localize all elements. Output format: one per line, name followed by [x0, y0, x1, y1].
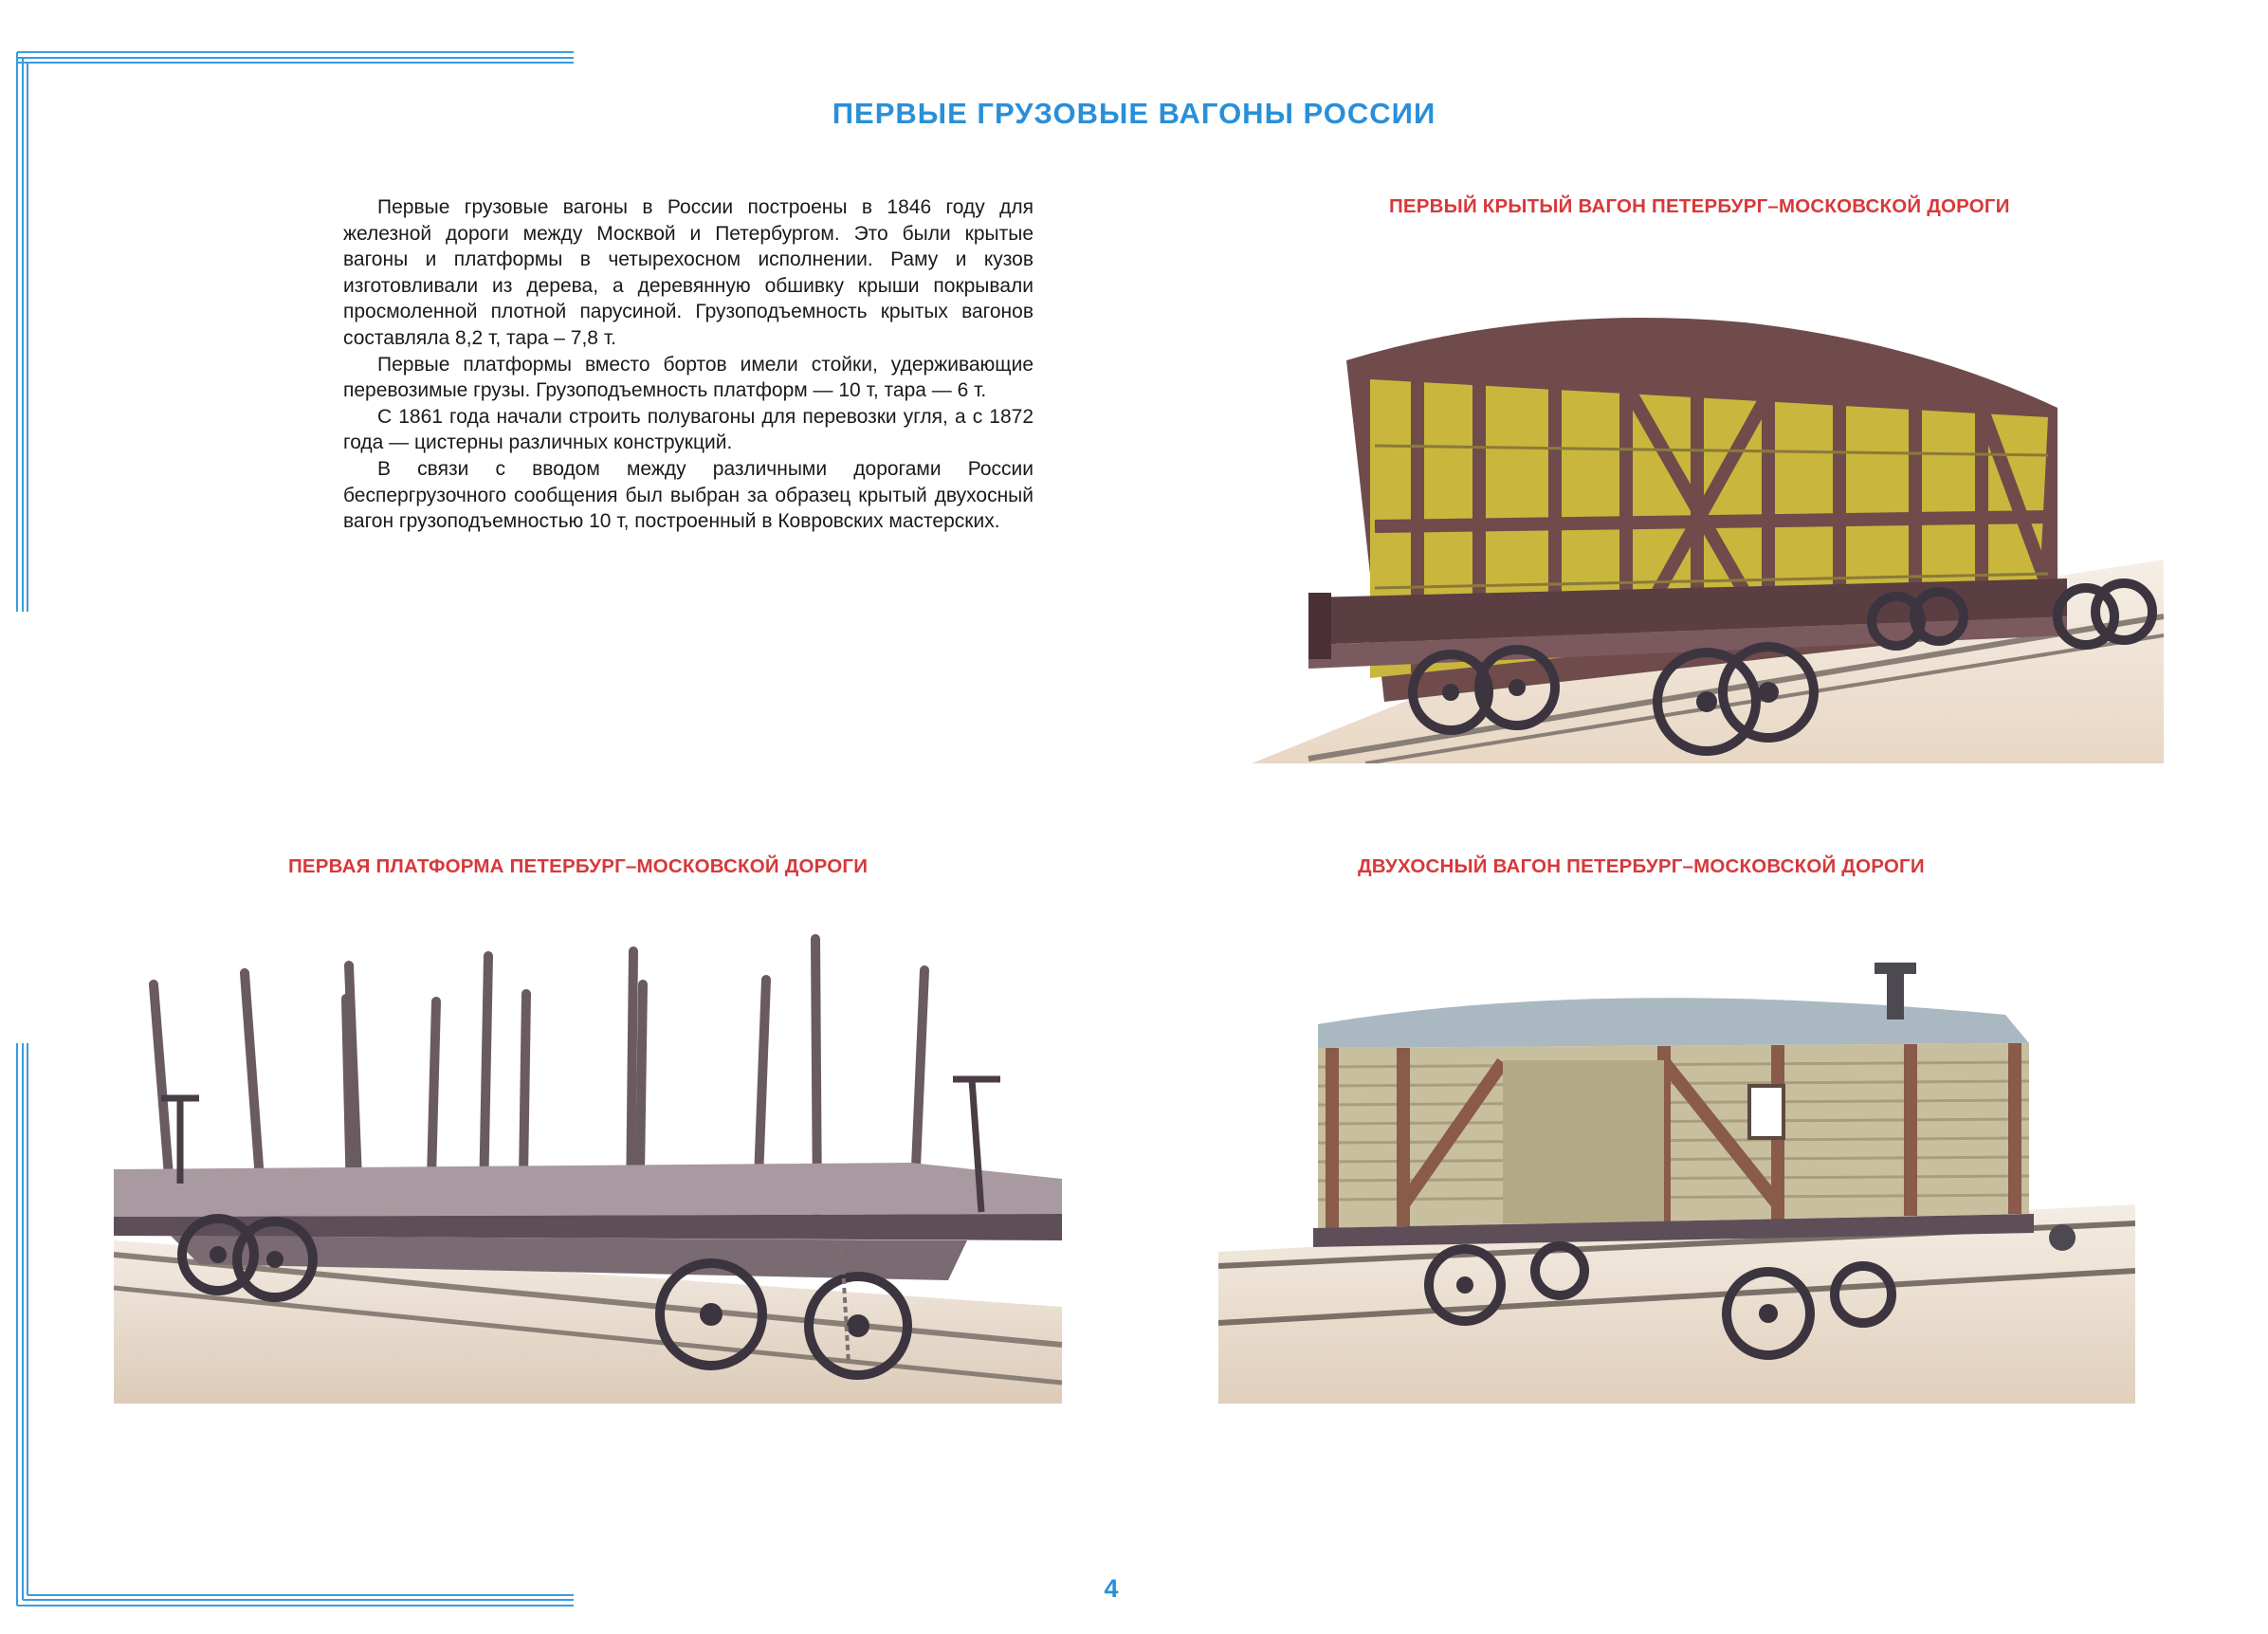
caption-platform: ПЕРВАЯ ПЛАТФОРМА ПЕТЕРБУРГ–МОСКОВСКОЙ ДОРОГИ: [288, 855, 869, 877]
paragraph: С 1861 года начали строить полувагоны для перевозки угля, а с 1872 года — цистерны различных конструкций.: [343, 405, 1033, 454]
two-axle-wagon-illustration: [1218, 958, 2135, 1404]
page-number: 4: [1104, 1574, 1119, 1603]
platform-illustration: [114, 927, 1062, 1404]
paragraph: Первые платформы вместо бортов имели стойки, удерживающие перевозимые грузы. Грузоподъемность платформ — 10 т, тара — 6 т.: [343, 353, 1033, 402]
paragraph: Первые грузовые вагоны в России построены в 1846 году для железной дороги между Москвой и Петербургом. Это были крытые вагоны и платформы в четырехосном исполнении. Раму и кузов изготовливали из дерева, а деревянную обшивку крыши покрывали просмоленной плотной парусиной. Грузоподъемность крытых вагонов составляла 8,2 т, тара – 7,8 т.: [343, 196, 1033, 349]
page-title: ПЕРВЫЕ ГРУЗОВЫЕ ВАГОНЫ РОССИИ: [832, 97, 1436, 130]
body-text: [343, 194, 1033, 535]
caption-covered-wagon: ПЕРВЫЙ КРЫТЫЙ ВАГОН ПЕТЕРБУРГ–МОСКОВСКОЙ ДОРОГИ: [1389, 195, 2010, 217]
covered-wagon-illustration: [1252, 303, 2164, 763]
paragraph: В связи с вводом между различными дорогами России беспергрузочного сообщения был выбран за образец крытый двухосный вагон грузоподъемностью 10 т, построенный в Ковровских мастерских.: [343, 457, 1033, 533]
caption-two-axle-wagon: ДВУХОСНЫЙ ВАГОН ПЕТЕРБУРГ–МОСКОВСКОЙ ДОРОГИ: [1358, 855, 1925, 877]
